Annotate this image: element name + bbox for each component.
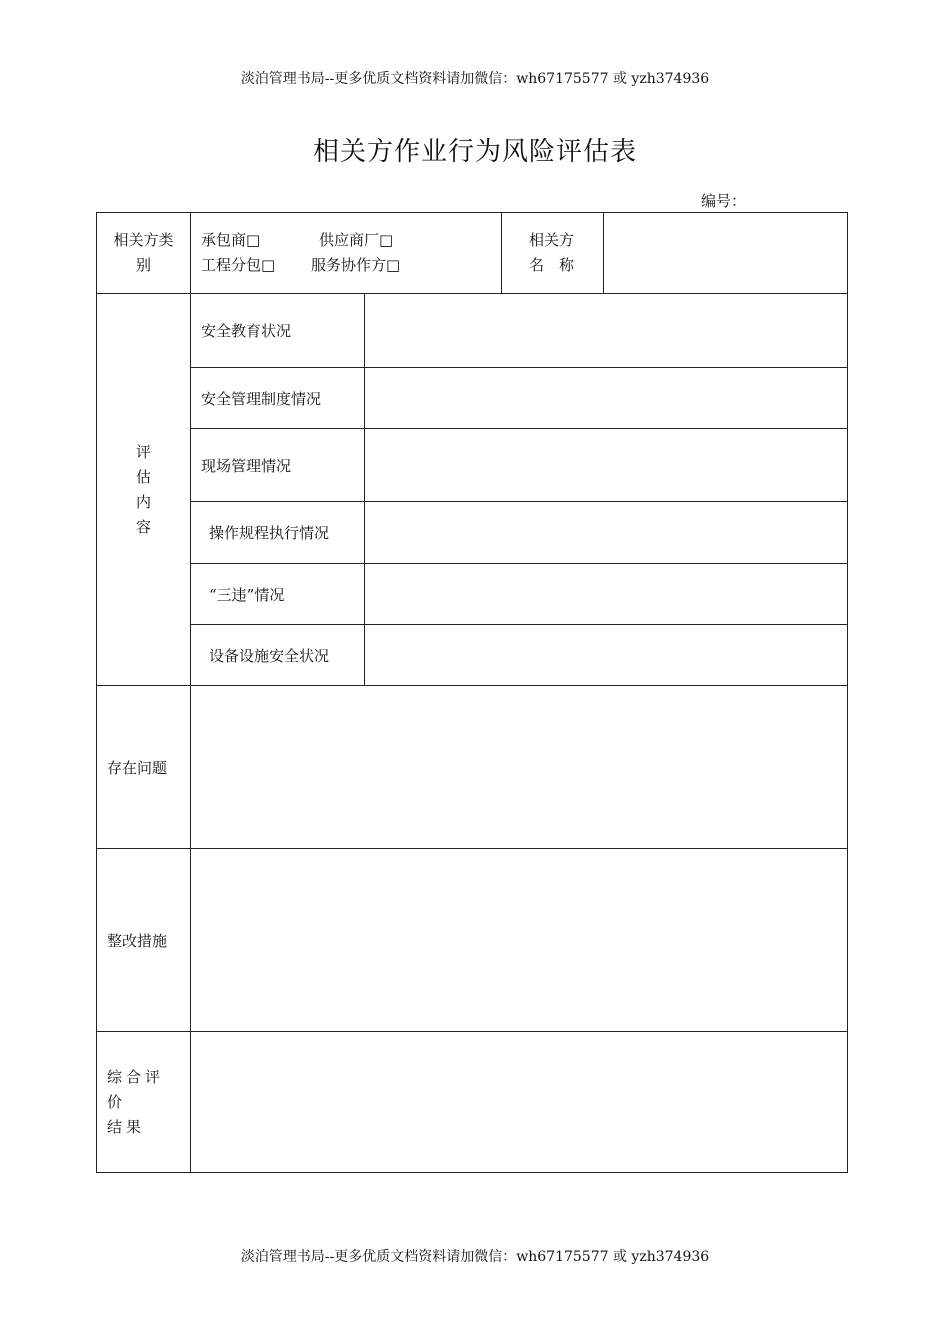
category-label-line1: 相关方类: [113, 231, 174, 249]
eval-item-label: 安全教育状况: [191, 294, 365, 368]
party-name-label-line1: 相关方: [529, 231, 575, 249]
option-supplier[interactable]: 供应商厂□: [319, 231, 394, 249]
eval-item-label: 现场管理情况: [191, 429, 365, 502]
eval-row-safety-education: [97, 294, 848, 368]
eval-item-label: 安全管理制度情况: [191, 368, 365, 429]
document-number-label: 编号：: [701, 192, 747, 210]
party-name-value-cell[interactable]: [604, 213, 848, 294]
header-watermark-text: 淡泊管理书局--更多优质文档资料请加微信：wh67175577 或 yzh374936: [240, 71, 710, 87]
assessment-form-table: [96, 212, 848, 1173]
eval-item-value[interactable]: [365, 502, 848, 564]
eval-label-char-4: 容: [135, 517, 151, 536]
eval-row-procedure-execution: [97, 502, 848, 564]
eval-item-label: “三违”情况: [191, 564, 365, 625]
eval-item-value[interactable]: [365, 625, 848, 686]
eval-item-label: 操作规程执行情况: [191, 502, 365, 564]
category-row: [97, 213, 848, 294]
option-service-partner[interactable]: 服务协作方□: [311, 256, 401, 274]
eval-item-label: 设备设施安全状况: [191, 625, 365, 686]
option-contractor[interactable]: 承包商□: [201, 231, 261, 249]
eval-item-value[interactable]: [365, 368, 848, 429]
category-options-row2: [201, 253, 501, 278]
party-name-label-line2: 名 称: [529, 256, 575, 274]
result-value[interactable]: [191, 1032, 848, 1173]
footer-watermark-text: 淡泊管理书局--更多优质文档资料请加微信：wh67175577 或 yzh374936: [240, 1249, 710, 1265]
eval-label-char-1: 评: [135, 442, 151, 461]
result-row: [97, 1032, 848, 1173]
eval-row-equipment-safety: [97, 625, 848, 686]
problems-label: 存在问题: [97, 686, 191, 849]
rectification-label: 整改措施: [97, 849, 191, 1032]
rectification-value[interactable]: [191, 849, 848, 1032]
eval-item-value[interactable]: [365, 294, 848, 368]
rectification-row: [97, 849, 848, 1032]
category-options-cell[interactable]: [191, 213, 502, 294]
option-subcontract[interactable]: 工程分包□: [201, 256, 276, 274]
result-label: [97, 1032, 191, 1173]
eval-label-char-2: 估: [135, 467, 151, 486]
category-options-row1: [201, 228, 501, 253]
eval-item-value[interactable]: [365, 564, 848, 625]
eval-row-safety-rules: [97, 368, 848, 429]
evaluation-content-label: [97, 294, 191, 686]
page-title: 相关方作业行为风险评估表: [312, 137, 637, 167]
eval-label-char-3: 内: [135, 492, 151, 511]
category-label-cell: [97, 213, 191, 294]
party-name-label-cell: [502, 213, 604, 294]
eval-row-site-management: [97, 429, 848, 502]
eval-item-value[interactable]: [365, 429, 848, 502]
result-label-line1: 综合评价: [107, 1067, 165, 1111]
category-label-line2: 别: [135, 256, 151, 274]
eval-row-three-violations: [97, 564, 848, 625]
problems-row: [97, 686, 848, 849]
result-label-line2: 结果: [107, 1117, 146, 1136]
problems-value[interactable]: [191, 686, 848, 849]
